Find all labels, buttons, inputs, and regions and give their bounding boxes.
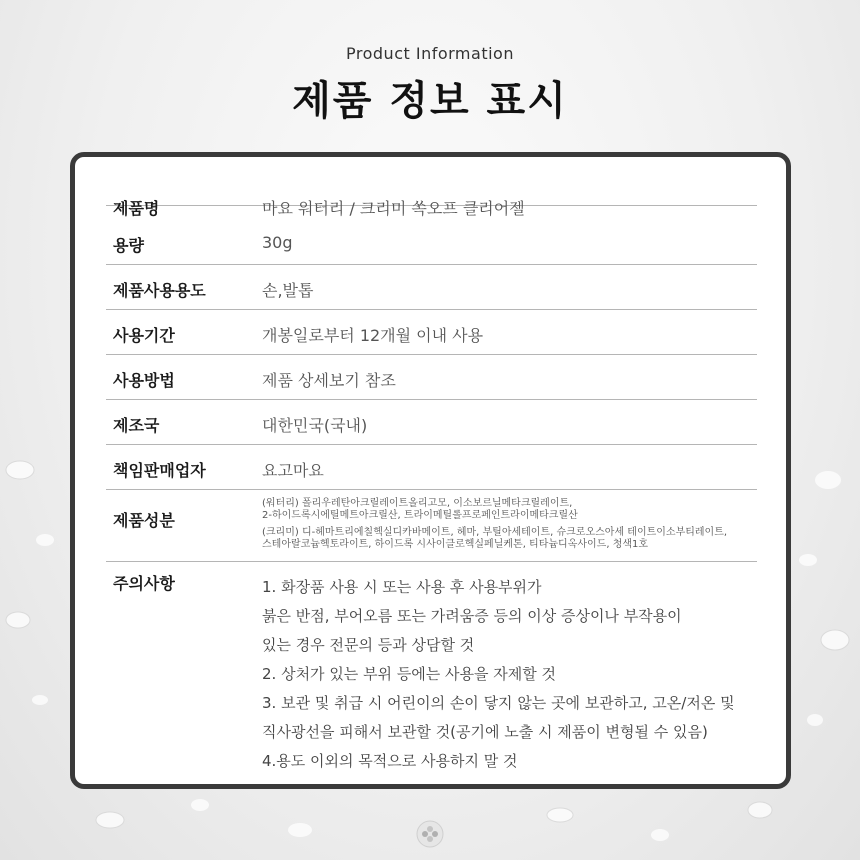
info-row-usage-method — [106, 355, 757, 400]
precaution-line: 1. 화장품 사용 시 또는 사용 후 사용부위가 — [262, 578, 542, 596]
precaution-line: 2. 상처가 있는 부위 등에는 사용을 자제할 것 — [262, 665, 557, 683]
row-label: 제조국 — [113, 416, 160, 435]
product-info-card — [70, 152, 791, 789]
row-label: 사용방법 — [113, 371, 175, 390]
row-label: 제품사용용도 — [113, 281, 206, 300]
row-value: 대한민국(국내) — [262, 416, 368, 435]
row-label: 제품명 — [113, 199, 160, 218]
row-value: 손,발톱 — [262, 281, 314, 300]
info-row-usage-purpose — [106, 265, 757, 310]
ingredients-list — [262, 498, 727, 551]
row-label: 책임판매업자 — [113, 461, 206, 480]
info-row-country — [106, 400, 757, 445]
info-row-volume — [106, 220, 757, 265]
precautions-list — [262, 573, 735, 776]
row-label: 주의사항 — [113, 574, 175, 593]
precaution-line: 4.용도 이외의 목적으로 사용하지 말 것 — [262, 752, 518, 770]
scroll-more-icon[interactable] — [416, 820, 444, 848]
page-title: 제품 정보 표시 — [292, 78, 568, 124]
precaution-line: 3. 보관 및 취급 시 어린이의 손이 닿지 않는 곳에 보관하고, 고온/저온 및 — [262, 694, 735, 712]
ingredient-line: 2-하이드록시에틸메트아크릴산, 트라이메틸롤프로페인트라이메타크릴산 — [262, 510, 578, 521]
row-label: 사용기간 — [113, 326, 175, 345]
row-value: 제품 상세보기 참조 — [262, 371, 396, 390]
row-label: 제품성분 — [113, 511, 175, 530]
row-value: 개봉일로부터 12개월 이내 사용 — [262, 326, 484, 345]
page-header — [0, 44, 860, 126]
info-row-product-name — [106, 157, 757, 218]
precaution-line: 있는 경우 전문의 등과 상담할 것 — [262, 636, 475, 654]
ingredient-line: 스테아랄코늄헥토라이트, 하이드록 시사이클로헥실페닐케톤, 티타늄디옥사이드, 청색1호 — [262, 539, 649, 550]
ingredient-line: (크리미) 디-헤마트리에칠헥실디카바메이트, 헤마, 부틸아세테이트, 슈크로오스아세 테이트이소부티레이트, — [262, 527, 728, 538]
page-subtitle: Product Information — [346, 44, 514, 63]
row-label: 용량 — [113, 236, 144, 255]
info-row-distributor — [106, 445, 757, 490]
precaution-line: 붉은 반점, 부어오름 또는 가려움증 등의 이상 증상이나 부작용이 — [262, 607, 682, 625]
precaution-line: 직사광선을 피해서 보관할 것(공기에 노출 시 제품이 변형될 수 있음) — [262, 723, 708, 741]
info-row-ingredients — [106, 490, 757, 562]
row-value: 30g — [262, 233, 293, 252]
info-row-usage-period — [106, 310, 757, 355]
ingredient-line: (워터리) 폴리우레탄아크릴레이트올리고모, 이소보르닐메타크릴레이트, — [262, 498, 573, 509]
info-row-precautions — [106, 562, 757, 772]
row-value: 마요 워터리 / 크리미 쏙오프 클리어젤 — [262, 199, 525, 218]
row-value: 요고마요 — [262, 461, 324, 480]
